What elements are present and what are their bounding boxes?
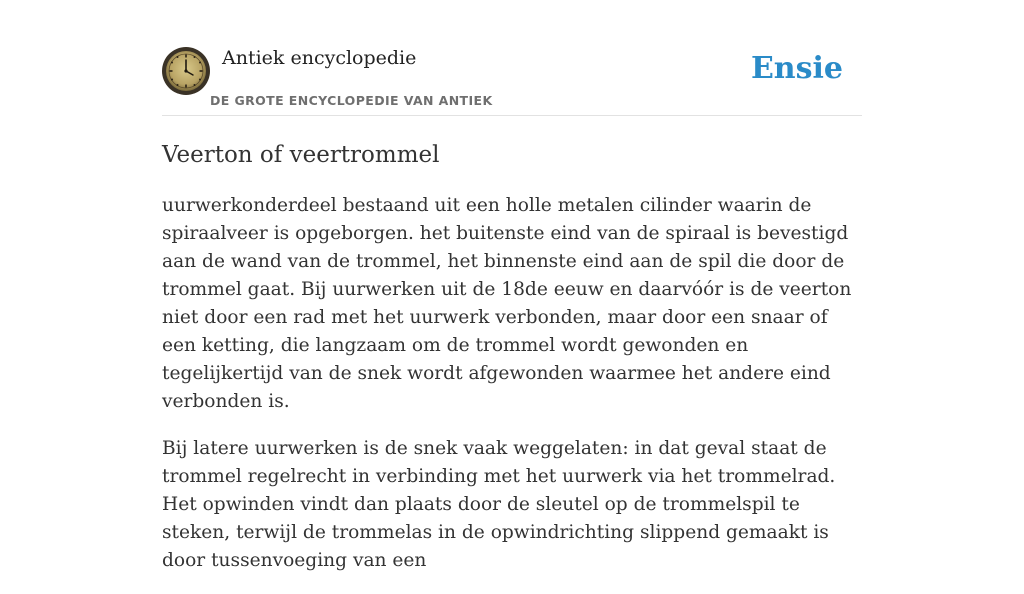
article-paragraph-1: uurwerkonderdeel bestaand uit een holle metalen cilinder waarin de spiraalveer is opgeborgen. het buitenste eind van de spiraal is bevestigd aan de wand van de trommel, het binnenste eind aan de spil die door de trommel gaat. Bij uurwerken uit de 18de eeuw en daarvóór is de veerton niet door een rad met het uurwerk verbonden, maar door een snaar of een ketting, die langzaam om de trommel wordt gewonden en tegelijkertijd van de snek wordt afgewonden waarmee het andere eind verbonden is. bbox=[162, 195, 852, 412]
brand-logo[interactable]: Ensie bbox=[750, 51, 843, 86]
page-title: Veerton of veertrommel bbox=[162, 142, 440, 168]
article-body bbox=[162, 192, 862, 594]
site-header bbox=[162, 0, 862, 116]
site-tagline: DE GROTE ENCYCLOPEDIE VAN ANTIEK bbox=[210, 93, 493, 108]
clock-icon[interactable] bbox=[162, 47, 210, 95]
article-paragraph-2: Bij latere uurwerken is de snek vaak weggelaten: in dat geval staat de trommel regelrecht in verbinding met het uurwerk via het trommelrad. Het opwinden vindt dan plaats door de sleutel op de trommelspil te steken, terwijl de trommelas in de opwindrichting slippend gemaakt is door tussenvoeging van een bbox=[162, 438, 836, 571]
page-container bbox=[162, 0, 862, 571]
site-name[interactable]: Antiek encyclopedie bbox=[222, 47, 417, 69]
